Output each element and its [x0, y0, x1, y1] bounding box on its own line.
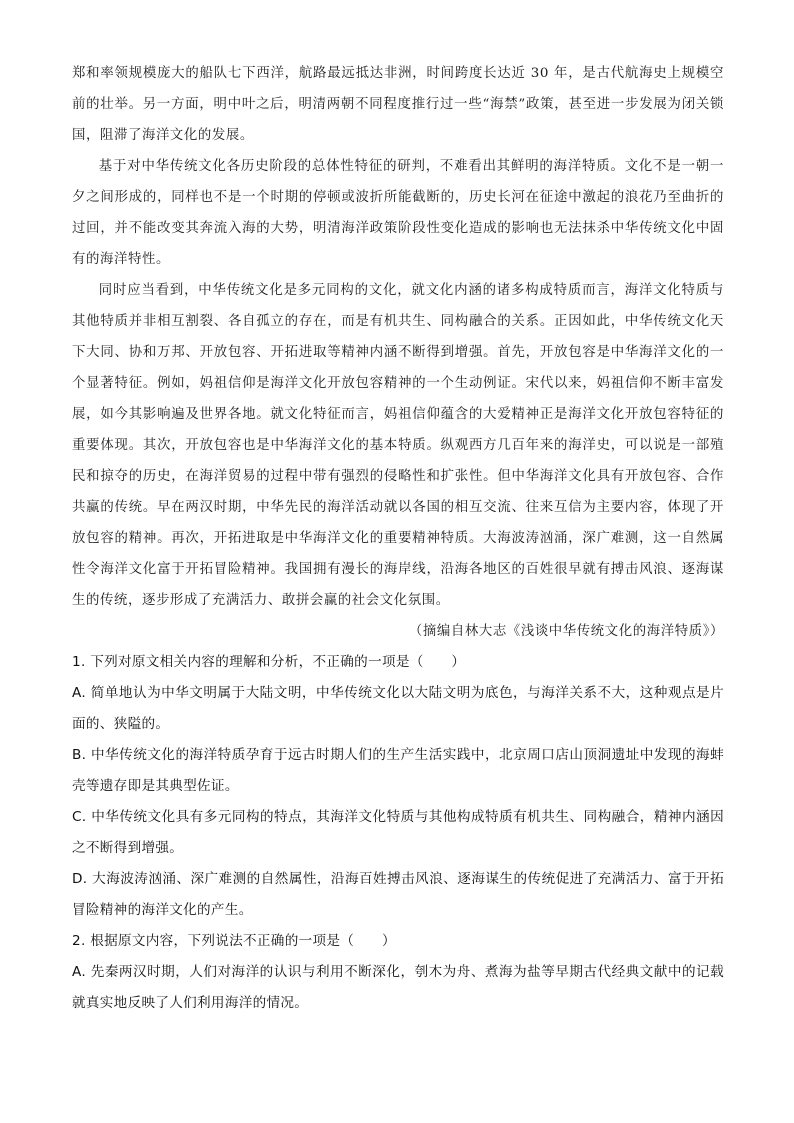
question-2-option-a: A. 先秦两汉时期，人们对海洋的认识与利用不断深化，刳木为舟、煮海为盐等早期古代经典文献中的记载就真实地反映了人们利用海洋的情况。: [72, 964, 724, 1011]
question-1-option-a: A. 简单地认为中华文明属于大陆文明，中华传统文化以大陆文明为底色，与海洋关系不大，这种观点是片面的、狭隘的。: [72, 685, 724, 732]
exam-page: [72, 58, 724, 1019]
question-1-stem: 1. 下列对原文相关内容的理解和分析，不正确的一项是（ ）: [72, 654, 466, 670]
question-2-stem: 2. 根据原文内容，下列说法不正确的一项是（ ）: [72, 933, 396, 949]
article-paragraph-2: 基于对中华传统文化各历史阶段的总体性特征的研判，不难看出其鲜明的海洋特质。文化不是一朝一夕之间形成的，同样也不是一个时期的停顿或波折所能截断的，历史长河在征途中激起的浪花乃至曲折的过回，并不能改变其奔流入海的大势，明清海洋政策阶段性变化造成的影响也无法抹杀中华传统文化中固有的海洋特性。: [72, 159, 724, 267]
article-paragraph-3: 同时应当看到，中华传统文化是多元同构的文化，就文化内涵的诸多构成特质而言，海洋文化特质与其他特质并非相互割裂、各自孤立的存在，而是有机共生、同构融合的关系。正因如此，中华传统文化天下大同、协和万邦、开放包容、开拓进取等精神内涵不断得到增强。首先，开放包容是中华海洋文化的一个显著特征。例如，妈祖信仰是海洋文化开放包容精神的一个生动例证。宋代以来，妈祖信仰不断丰富发展，如今其影响遍及世界各地。就文化特征而言，妈祖信仰蕴含的大爱精神正是海洋文化开放包容特征的重要体现。其次，开放包容也是中华海洋文化的基本特质。纵观西方几百年来的海洋史，可以说是一部殖民和掠夺的历史，在海洋贸易的过程中带有强烈的侵略性和扩张性。但中华海洋文化具有开放包容、合作共赢的传统。早在两汉时期，中华先民的海洋活动就以各国的相互交流、往来互信为主要内容，体现了开放包容的精神。再次，开拓进取是中华海洋文化的重要精神特质。大海波涛汹涌，深广难测，这一自然属性令海洋文化富于开拓冒险精神。我国拥有漫长的海岸线，沿海各地区的百姓很早就有搏击风浪、逐海谋生的传统，逐步形成了充满活力、敢拼会赢的社会文化氛围。: [72, 283, 724, 608]
article-paragraph-1: 郑和率领规模庞大的船队七下西洋，航路最远抵达非洲，时间跨度长达近 30 年，是古代航海史上规模空前的壮举。另一方面，明中叶之后，明清两朝不同程度推行过一些“海禁”政策，甚至进一步发展为闭关锁国，阻滞了海洋文化的发展。: [72, 66, 724, 143]
question-1-option-b: B. 中华传统文化的海洋特质孕育于远古时期人们的生产生活实践中，北京周口店山顶洞遗址中发现的海蚌壳等遗存即是其典型佐证。: [72, 747, 724, 794]
question-1-option-c: C. 中华传统文化具有多元同构的特点，其海洋文化特质与其他构成特质有机共生、同构融合，精神内涵因之不断得到增强。: [72, 809, 724, 856]
article-source: （摘编自林大志《浅谈中华传统文化的海洋特质》）: [408, 624, 724, 639]
question-1-option-d: D. 大海波涛汹涌、深广难测的自然属性，沿海百姓搏击风浪、逐海谋生的传统促进了充满活力、富于开拓冒险精神的海洋文化的产生。: [72, 871, 724, 918]
